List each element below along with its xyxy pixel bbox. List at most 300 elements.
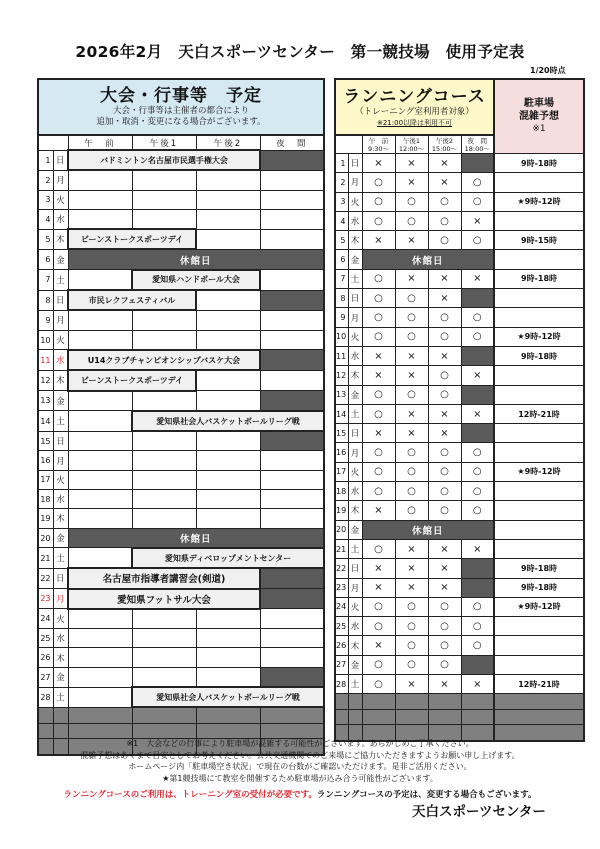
empty-slot-cell (68, 687, 132, 707)
empty-cell (260, 707, 324, 723)
table-row (335, 443, 584, 462)
day-number: 5 (38, 229, 53, 249)
empty-slot-cell (260, 490, 324, 509)
empty-slot-cell (196, 667, 260, 687)
empty-slot-cell (132, 431, 196, 451)
day-of-week: 水 (53, 350, 68, 370)
day-of-week: 火 (53, 470, 68, 489)
day-of-week: 金 (53, 391, 68, 411)
day-of-week: 月 (53, 310, 68, 330)
day-of-week: 水 (53, 209, 68, 229)
available-mark: ○ (395, 617, 428, 636)
corner-cell (335, 135, 362, 154)
day-number: 22 (335, 559, 348, 578)
empty-slot-cell (196, 509, 260, 528)
day-number: 3 (38, 190, 53, 209)
day-of-week: 水 (348, 211, 362, 230)
table-row (38, 509, 324, 528)
day-of-week: 土 (348, 269, 362, 288)
events-header-note: 大会・行事等は主催者の都合により (113, 106, 250, 116)
available-mark: ○ (428, 597, 461, 616)
event-cell[interactable]: ビーンストークスポーツデイ (68, 370, 196, 390)
table-row (38, 350, 324, 370)
parking-forecast-cell (494, 482, 584, 501)
unavailable-cell (260, 150, 324, 170)
available-mark: ○ (461, 443, 494, 462)
day-number: 6 (38, 249, 53, 269)
day-of-week: 木 (53, 509, 68, 528)
day-of-week: 金 (53, 249, 68, 269)
empty-slot-cell (260, 648, 324, 667)
table-row (335, 346, 584, 365)
unavailable-mark: × (428, 289, 461, 308)
event-cell[interactable]: ビーンストークスポーツデイ (68, 229, 196, 249)
unavailable-cell (260, 568, 324, 588)
day-of-week: 月 (53, 170, 68, 190)
day-of-week: 日 (348, 424, 362, 443)
day-number: 28 (335, 675, 348, 694)
parking-forecast-cell (494, 250, 584, 269)
day-of-week: 木 (348, 636, 362, 655)
day-of-week: 日 (53, 431, 68, 451)
parking-forecast-cell: 9時-18時 (494, 559, 584, 578)
event-cell[interactable]: 愛知県社会人バスケットボールリーグ戦 (132, 687, 324, 707)
table-row (38, 209, 324, 229)
day-of-week: 水 (348, 346, 362, 365)
empty-slot-cell (260, 190, 324, 209)
table-row (335, 366, 584, 385)
available-mark: ○ (362, 462, 395, 481)
unavailable-cell (461, 424, 494, 443)
table-row (38, 170, 324, 190)
available-mark: ○ (362, 597, 395, 616)
empty-cell (53, 707, 68, 723)
day-of-week: 土 (53, 687, 68, 707)
day-number: 27 (38, 667, 53, 687)
available-mark: ○ (395, 655, 428, 674)
day-of-week: 火 (53, 609, 68, 629)
unavailable-cell (461, 289, 494, 308)
day-number: 15 (335, 424, 348, 443)
available-mark: ○ (461, 308, 494, 327)
day-number: 10 (335, 327, 348, 346)
day-number: 24 (335, 597, 348, 616)
day-number: 14 (38, 411, 53, 431)
day-of-week: 月 (348, 578, 362, 597)
table-row (335, 597, 584, 616)
table-row (38, 568, 324, 588)
day-number: 8 (38, 290, 53, 310)
day-of-week: 日 (53, 568, 68, 588)
empty-slot-cell (260, 270, 324, 290)
unavailable-cell (260, 350, 324, 370)
empty-cell (132, 707, 196, 723)
empty-cell (428, 709, 461, 725)
rc-column-header-night: 夜 間 18:00～ (461, 135, 494, 154)
available-mark: ○ (428, 655, 461, 674)
day-number: 8 (335, 289, 348, 308)
empty-cell (395, 694, 428, 710)
unavailable-mark: × (428, 424, 461, 443)
event-cell[interactable]: 名古屋市指導者講習会(剣道) (68, 568, 260, 588)
day-of-week: 月 (348, 443, 362, 462)
day-number: 24 (38, 609, 53, 629)
events-table (37, 78, 325, 756)
available-mark: ○ (395, 308, 428, 327)
day-number: 3 (335, 192, 348, 211)
parking-forecast-cell (494, 385, 584, 404)
table-row (38, 249, 324, 269)
closed-day-cell: 休館日 (68, 528, 324, 548)
parking-forecast-cell: 12時-21時 (494, 675, 584, 694)
available-mark: ○ (428, 192, 461, 211)
day-number: 9 (335, 308, 348, 327)
available-mark: ○ (395, 597, 428, 616)
table-row (335, 250, 584, 269)
day-of-week: 木 (348, 366, 362, 385)
parking-forecast-cell (494, 443, 584, 462)
day-of-week: 日 (53, 150, 68, 170)
day-of-week: 金 (348, 655, 362, 674)
day-of-week: 日 (348, 559, 362, 578)
empty-slot-cell (260, 629, 324, 648)
event-cell[interactable]: 愛知県社会人バスケットボールリーグ戦 (132, 411, 324, 431)
empty-slot-cell (196, 391, 260, 411)
running-notice-required: ランニングコースのご利用は、トレーニング室の受付が必要です。 (63, 790, 317, 800)
unavailable-mark: × (395, 173, 428, 192)
table-row (38, 687, 324, 707)
empty-slot-cell (196, 209, 260, 229)
empty-slot-cell (260, 370, 324, 390)
parking-forecast-cell (494, 655, 584, 674)
running-course-note: ※21:00以降は利用不可 (376, 118, 453, 127)
empty-slot-cell (196, 370, 260, 390)
unavailable-mark: × (362, 231, 395, 250)
table-row (38, 528, 324, 548)
unavailable-mark: × (428, 173, 461, 192)
empty-row (335, 694, 584, 710)
table-row (38, 190, 324, 209)
unavailable-mark: × (362, 559, 395, 578)
day-of-week: 火 (348, 327, 362, 346)
available-mark: ○ (362, 211, 395, 230)
empty-slot-cell (68, 270, 132, 290)
unavailable-mark: × (395, 559, 428, 578)
parking-forecast-cell: 9時-18時 (494, 154, 584, 173)
day-of-week: 日 (348, 154, 362, 173)
unavailable-mark: × (428, 346, 461, 365)
available-mark: ○ (362, 289, 395, 308)
parking-forecast-cell: 9時-18時 (494, 346, 584, 365)
event-cell[interactable]: 愛知県ハンドボール大会 (132, 270, 260, 290)
empty-slot-cell (68, 548, 132, 568)
unavailable-cell (260, 589, 324, 609)
empty-slot-cell (68, 190, 132, 209)
parking-forecast-cell (494, 636, 584, 655)
empty-slot-cell (132, 310, 196, 330)
day-of-week: 土 (348, 539, 362, 558)
unavailable-cell (461, 578, 494, 597)
day-of-week: 土 (53, 411, 68, 431)
empty-slot-cell (132, 330, 196, 350)
empty-slot-cell (196, 229, 260, 249)
footnote-line: ホームページ内「駐車場空き状況」で現在の台数がご確認いただけます。是非ご活用ください。 (128, 762, 472, 772)
empty-slot-cell (132, 648, 196, 667)
unavailable-mark: × (428, 675, 461, 694)
unavailable-mark: × (395, 424, 428, 443)
available-mark: ○ (362, 443, 395, 462)
empty-cell (196, 707, 260, 723)
column-header-afternoon1: 午後1 (132, 135, 196, 150)
day-number: 7 (38, 270, 53, 290)
day-number: 16 (38, 451, 53, 470)
unavailable-mark: × (461, 366, 494, 385)
day-of-week: 日 (53, 290, 68, 310)
unavailable-mark: × (395, 539, 428, 558)
table-row (335, 424, 584, 443)
table-row (335, 211, 584, 230)
day-of-week: 日 (348, 289, 362, 308)
parking-header-line: 駐車場 (524, 98, 555, 109)
available-mark: ○ (395, 636, 428, 655)
empty-slot-cell (68, 490, 132, 509)
table-row (38, 431, 324, 451)
table-row (38, 470, 324, 489)
footnotes (0, 738, 600, 784)
unavailable-mark: × (395, 578, 428, 597)
available-mark: ○ (428, 501, 461, 520)
available-mark: ○ (362, 482, 395, 501)
day-of-week: 木 (348, 231, 362, 250)
table-row (335, 617, 584, 636)
unavailable-mark: × (428, 559, 461, 578)
day-number: 21 (335, 539, 348, 558)
day-number: 18 (335, 482, 348, 501)
empty-slot-cell (260, 310, 324, 330)
day-of-week: 火 (348, 597, 362, 616)
day-of-week: 月 (348, 173, 362, 192)
empty-slot-cell (68, 411, 132, 431)
parking-forecast-cell: ★9時-12時 (494, 327, 584, 346)
parking-header-line: 混雑予想 (519, 111, 560, 122)
available-mark: ○ (428, 366, 461, 385)
day-number: 21 (38, 548, 53, 568)
empty-row (38, 723, 324, 739)
table-row (38, 609, 324, 629)
parking-forecast-cell (494, 424, 584, 443)
empty-cell (38, 707, 53, 723)
table-row (38, 150, 324, 170)
unavailable-cell (260, 431, 324, 451)
available-mark: ○ (428, 327, 461, 346)
day-number: 1 (335, 154, 348, 173)
table-row (335, 539, 584, 558)
empty-slot-cell (68, 170, 132, 190)
available-mark: ○ (461, 597, 494, 616)
parking-header-footnote: ※1 (532, 124, 546, 134)
empty-slot-cell (196, 431, 260, 451)
parking-forecast-cell: ★9時-12時 (494, 192, 584, 211)
running-notice-change: ランニングコースの予定は、変更する場合もございます。 (316, 790, 537, 800)
table-row (335, 154, 584, 173)
available-mark: ○ (362, 539, 395, 558)
available-mark: ○ (428, 617, 461, 636)
event-cell[interactable]: バドミントン名古屋市民選手権大会 (68, 150, 260, 170)
available-mark: ○ (428, 443, 461, 462)
empty-slot-cell (68, 609, 132, 629)
available-mark: ○ (461, 173, 494, 192)
day-of-week: 水 (53, 490, 68, 509)
available-mark: ○ (362, 269, 395, 288)
day-number: 23 (38, 589, 53, 609)
day-of-week: 土 (348, 404, 362, 423)
available-mark: ○ (362, 675, 395, 694)
day-number: 6 (335, 250, 348, 269)
table-row (38, 391, 324, 411)
empty-slot-cell (68, 667, 132, 687)
empty-slot-cell (132, 667, 196, 687)
event-cell[interactable]: 愛知県ディベロップメントセンター (132, 548, 324, 568)
table-row (335, 289, 584, 308)
unavailable-mark: × (461, 539, 494, 558)
event-cell[interactable]: 愛知県フットサル大会 (68, 589, 260, 609)
rc-column-header-afternoon2: 午後2 15:00～ (428, 135, 461, 154)
unavailable-cell (260, 667, 324, 687)
day-of-week: 木 (53, 229, 68, 249)
empty-slot-cell (260, 470, 324, 489)
table-row (38, 629, 324, 648)
unavailable-mark: × (461, 269, 494, 288)
footnote-line: ※1 大会などの行事により駐車場が混雑する可能性がございます。あらかじめご了承ください。 (126, 739, 474, 748)
available-mark: ○ (461, 617, 494, 636)
table-row (38, 648, 324, 667)
day-number: 26 (38, 648, 53, 667)
table-row (335, 385, 584, 404)
empty-slot-cell (260, 451, 324, 470)
empty-slot-cell (68, 391, 132, 411)
unavailable-mark: × (395, 231, 428, 250)
empty-cell (348, 709, 362, 725)
unavailable-mark: × (362, 636, 395, 655)
unavailable-mark: × (428, 269, 461, 288)
available-mark: ○ (428, 211, 461, 230)
day-of-week: 月 (53, 451, 68, 470)
table-row (38, 229, 324, 249)
unavailable-mark: × (362, 578, 395, 597)
day-number: 25 (38, 629, 53, 648)
empty-slot-cell (132, 209, 196, 229)
empty-cell (335, 709, 348, 725)
closed-day-cell: 休館日 (362, 520, 494, 539)
day-number: 20 (335, 520, 348, 539)
empty-slot-cell (132, 629, 196, 648)
parking-forecast-cell (494, 173, 584, 192)
day-number: 16 (335, 443, 348, 462)
unavailable-mark: × (461, 404, 494, 423)
table-row (335, 578, 584, 597)
running-course-header (335, 79, 494, 135)
events-header-note: 追加・取消・変更になる場合がございます。 (96, 117, 266, 127)
event-cell[interactable]: 市民レクフェスティバル (68, 290, 196, 310)
empty-slot-cell (260, 609, 324, 629)
empty-cell (335, 694, 348, 710)
unavailable-cell (260, 290, 324, 310)
empty-cell (196, 723, 260, 739)
table-row (38, 667, 324, 687)
day-of-week: 水 (348, 617, 362, 636)
empty-slot-cell (196, 648, 260, 667)
empty-slot-cell (68, 431, 132, 451)
day-of-week: 水 (53, 629, 68, 648)
table-row (335, 308, 584, 327)
rc-column-header-afternoon1: 午後1 12:00～ (395, 135, 428, 154)
day-of-week: 木 (53, 648, 68, 667)
day-number: 28 (38, 687, 53, 707)
table-row (335, 520, 584, 539)
available-mark: ○ (395, 289, 428, 308)
event-cell[interactable]: U14クラブチャンピオンシップバスケ大会 (68, 350, 260, 370)
column-header-night: 夜 間 (260, 135, 324, 150)
parking-forecast-cell (494, 308, 584, 327)
empty-cell (260, 723, 324, 739)
empty-slot-cell (196, 290, 260, 310)
day-number: 5 (335, 231, 348, 250)
column-header-afternoon2: 午後2 (196, 135, 260, 150)
table-row (38, 548, 324, 568)
empty-slot-cell (196, 190, 260, 209)
empty-row (38, 707, 324, 723)
day-number: 25 (335, 617, 348, 636)
closed-day-cell: 休館日 (362, 250, 494, 269)
table-row (38, 451, 324, 470)
available-mark: ○ (362, 327, 395, 346)
unavailable-mark: × (428, 578, 461, 597)
day-of-week: 土 (53, 270, 68, 290)
day-of-week: 火 (348, 462, 362, 481)
unavailable-cell (461, 385, 494, 404)
running-course-title: ランニングコース (343, 86, 486, 107)
empty-slot-cell (132, 609, 196, 629)
day-number: 2 (38, 170, 53, 190)
empty-slot-cell (196, 629, 260, 648)
table-row (38, 490, 324, 509)
empty-slot-cell (132, 451, 196, 470)
day-of-week: 金 (53, 528, 68, 548)
empty-slot-cell (132, 470, 196, 489)
empty-cell (348, 694, 362, 710)
empty-cell (461, 709, 494, 725)
table-row (335, 482, 584, 501)
parking-forecast-cell: 9時-18時 (494, 578, 584, 597)
available-mark: ○ (428, 308, 461, 327)
available-mark: ○ (461, 501, 494, 520)
available-mark: ○ (461, 482, 494, 501)
table-row (335, 327, 584, 346)
empty-cell (53, 723, 68, 739)
table-row (335, 655, 584, 674)
events-header (38, 79, 324, 135)
available-mark: ○ (395, 192, 428, 211)
day-number: 7 (335, 269, 348, 288)
day-of-week: 月 (348, 308, 362, 327)
day-number: 4 (38, 209, 53, 229)
table-row (38, 370, 324, 390)
empty-cell (461, 694, 494, 710)
available-mark: ○ (362, 617, 395, 636)
table-row (38, 290, 324, 310)
table-row (335, 173, 584, 192)
running-course-subtitle: （トレーニング室利用者対象） (355, 106, 474, 117)
